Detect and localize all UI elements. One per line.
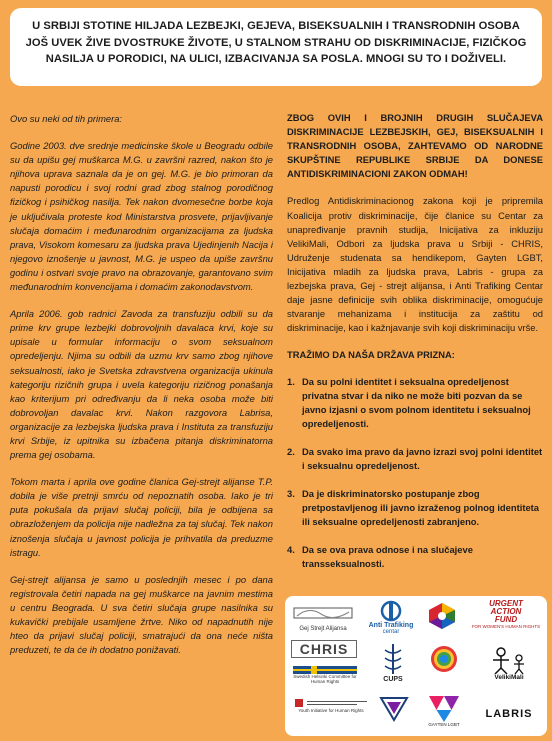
velikimali-logo [481,646,537,681]
demand-item [287,487,543,529]
demands-column [287,111,543,586]
swedish-helsinki-label: Swedish Helsinki Committee for Human Rights [293,674,357,684]
uaf-word-3: FUND [494,615,518,624]
headline-line-3: NASILJA U PORODICI, NA ULICI, IZBACIVANJA SA POSLA. MNOGI SU TO I DOŽIVELI. [45,53,507,65]
call-to-action: ZBOG OVIH I BROJNIH DRUGIH SLUČAJEVA DISKRIMINACIJE LEZBEJSKIH, GEJ, BISEKSUALNIH I TRANSRODNIH OSOBA, ZAHTEVAMO OD NARODNE SKUPŠTINE REPUBLIKE SRBIJE DA DONESE ANTIDISKRIMINACIONI ZAKON ODMAH! [287,112,543,180]
demand-text: Da je diskriminatorsko postupanje zbog pretpostavljenog ili javno izraženog polnog identiteta ili seksualne opredeljenosti zabranjeno. [302,488,539,528]
demand-number: 1. [287,375,295,387]
yihr-logo [293,698,369,713]
gsa-logo-icon [291,604,355,626]
headline-line-1: U SRBIJI STOTINE HILJADA LEZBEJKI, GEJEVA, BISEKSUALNIH I TRANSRODNIH OSOBA [32,20,520,32]
chris-logo [291,640,357,658]
demand-text: Da su polni identitet i seksualna opredeljenost privatna stvar i da niko ne može biti pozvan da se javno izjasni o svom polnom identitetu i seksualnoj opredeljenosti. [302,375,531,429]
example-paragraph: Godine 2003. dve srednje medicinske škole u Beogradu odbile su da upišu gej muškarca M.G. u završni razred, nakon što je njihova uprava saznala da je on gej. M.G. je bio primoran da napusti porodicu i svoj rodni grad zbog stalnog porodičnog fizičkog i psihičkog nasilja. Tek nakon dvomesečne borbe koja je uključivala proteste kod Ministarstva prosvete, prijavljivanje slučaja domaćim i međunarodnim organizacijama za ljudska prava, Visokom komesaru za ljudska prava Ujedinjenih Nacija i njegovo iznošenje u javnost, M.G. je uspeo da upiše završnu godinu i ostvari svoje pravo na obrazovanje, garantovano svim međunarodnim konvencijama i domaćim zakonodavstvom. [10,140,273,293]
example-paragraph: Tokom marta i aprila ove godine članica Gej-strejt alijanse T.P. dobila je više pretnji smrću od nepoznatih osoba. Iako je tri puta pokušala da prijavi slučaj policiji, bila je odbijena sa obrazloženjem da policija nije nadležna za taj slučaj. Tek nakon iznošenja slučaja u javnost policija je prihvatila da preduzme istragu. [10,476,273,558]
examples-column [10,112,273,670]
rainbow-hexagon-icon [427,602,457,630]
triangle-icon [379,696,409,722]
cups-icon [373,642,413,676]
velikimali-figures-icon [481,646,537,674]
demand-item [287,445,543,473]
triangle-logo [379,696,409,722]
uaf-word-2: ACTION [490,607,522,616]
demands-title: TRAŽIMO DA NAŠA DRŽAVA PRIZNA: [287,349,455,361]
demand-number: 4. [287,544,295,556]
gayten-label: GAYTEN LGBT [428,722,460,727]
velikimali-label: VelikiMali [494,674,524,681]
anti-trafiking-sub: centar [382,629,400,635]
demand-text: Da se ova prava odnose i na slučajeve transseksualnosti. [302,544,473,570]
demand-text: Da svako ima pravo da javno izrazi svoj polni identitet i seksualnu opredeljenost. [302,445,543,471]
demand-number: 2. [287,445,295,457]
uaf-word-1: URGENT [489,599,523,608]
examples-intro: Ovo su neki od tih primera: [10,113,123,124]
demand-number: 3. [287,488,295,500]
swedish-flag-icon [293,666,357,674]
example-paragraph: Gej-strejt alijansa je samo u poslednjih mesec i po dana registrovala četiri napada na gej muškarce na javnim mestima u centru Beograda. U sva četiri slučaja grupe nasilnika su kukavički prebijale usamljene žrtve. Niko od napadnutih nije hteo da prijavi slučaj policiji, smatrajući da ona neće ništa preduzeti, te da će ih dodatno ponižavati. [10,573,273,656]
uaf-sub: FOR WOMEN'S HUMAN RIGHTS [471,624,541,629]
demands-list [287,375,543,572]
anti-trafiking-logo [361,600,421,635]
demand-item [287,375,543,431]
rainbow-circle-logo [429,644,459,674]
yihr-icon [293,698,369,708]
gayten-logo [425,694,463,727]
chris-label: CHRIS [291,640,357,658]
inicijativa-logo [427,602,457,630]
demand-item [287,543,543,571]
cups-label: CUPS [383,676,403,683]
labris-label: LABRIS [485,708,533,720]
urgent-action-fund-logo [471,600,541,629]
anti-trafiking-icon [361,600,421,622]
headline-line-2: JOŠ UVEK ŽIVE DVOSTRUKE ŽIVOTE, U STALNOM STRAHU OD DISKRIMINACIJE, FIZIČKOG [25,36,527,49]
sponsor-logos-panel [285,596,547,736]
rainbow-circle-icon [429,644,459,674]
anti-trafiking-label: Anti Trafiking [368,622,414,629]
gayten-icon [425,694,463,722]
yihr-label: Youth Initiative for Human Rights [298,708,364,713]
coalition-paragraph: Predlog Antidiskriminacionog zakona koji je pripremila Koalicija protiv diskriminacije, čije članice su Centar za unapređivanje pravnih studija, Inicijativa za inkluziju VelikiMali, Odbori za ljudska prava u Srbiji - CHRIS, Udruženje studenata sa hendikepom, Gayten LGBT, Inicijativa mladih za ljudska prava, Labris - grupa za lezbejska prava, Gej - strejt alijansa, i Anti Trafiking Centar daje jasne definicije svih oblika diskriminacije, omogućuje stvaranje mehanizama i institucija za zaštitu od diskriminacije, kao i kažnjavanje svih koji diskriminaciju vrše. [287,195,543,334]
cups-logo [373,642,413,683]
swedish-helsinki-logo [293,666,357,684]
example-paragraph: Aprila 2006. gob radnici Zavoda za transfuziju odbili su da prime krv grupe lezbejki dobrovoljnih davalaca krvi, koje su upisale u formular informaciju o svom seksualnom opredeljenju. Njima su odbili da uzmu krv samo zbog njihove seksualnosti, iako je Svetska zdravstvena organizacija ukinula kategoriju rizičnih grupa i uvela kategoriju rizičnog ponašanja kao kriterijum pri određivanju da li neka osoba može biti dobrovoljan davalac krvi. Nakon razgovora Labrisa, organizacije za lezbejska ljudska prava i Instituta za transfuziju krvi Srbije, iz upitnika su izbačena pitanja diskriminatorna prema gej osobama. [10,308,273,461]
headline-banner [10,8,542,86]
labris-logo [477,708,541,720]
gsa-logo [291,604,355,632]
gsa-label: Gej Strejt Alijansa [299,626,347,632]
